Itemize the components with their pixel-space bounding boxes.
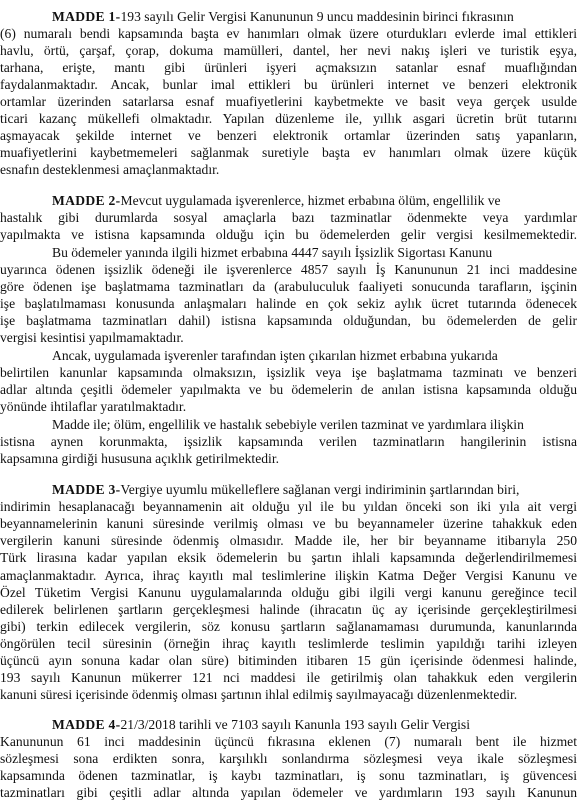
article-2-line-14: Madde ile; ölüm, engellilik ve hastalık sebebiyle verilen tazminat ve yardımlara ilişkin [52, 417, 524, 432]
article-4-line-3: sözleşmesi sona erdikten sonra, karşılıklı sonlandırma sözleşmesi veya ikale sözleşmesi [0, 751, 577, 766]
article-2-line-6: göre ödenen işe başlatmama tazminatları da (arabuluculuk faaliyeti sonucunda tarafların, işçinin [0, 279, 577, 294]
article-2-line-5: uyarınca ödenen işsizlik ödeneği ile işverenlerce 4857 sayılı İş Kanununun 21 inci maddesine [0, 262, 577, 277]
article-2-line-15: istisna aynen korunmakta, işsizlik kapsamında verilen tazminatların hangilerinin istisna [0, 434, 577, 449]
article-3-line-7: Özel Tüketim Vergisi Kanunu uygulamalarında olduğu gibi ilgili vergi kanunu gereğince tecil [0, 585, 577, 600]
article-1-line-4: tarhana, erişte, mantı gibi ürünleri işyeri açmaksızın satanlar esnaf muaflığından [0, 60, 577, 75]
article-1-line-10: esnafın desteklenmesi amaçlanmaktadır. [0, 162, 220, 177]
article-2-line-13: yönünde ihtilaflar yaratılmaktadır. [0, 399, 187, 414]
article-2-line-16: kapsamına girdiği hususuna açıklık getirilmektedir. [0, 451, 279, 466]
article-2-line-10: Ancak, uygulamada işverenler tarafından işten çıkarılan hizmet erbabına yukarıda [52, 348, 498, 363]
article-3-line-11: üçüncü ayın sonuna kadar olan süre) bitiminden itibaren 15 gün içerisinde ödenmesi halinde, [0, 653, 577, 668]
article-2-line-4: Bu ödemeler yanında ilgili hizmet erbabına 4447 sayılı İşsizlik Sigortası Kanunu [52, 245, 493, 260]
article-2-line-7: işe başlatılmaması konusunda anlaşmaları halinde en çok sekiz aylık ücret tutarında ödenecek [0, 296, 577, 311]
article-1-line-6: ortamlar üzerinden satarlarsa esnaf muafiyetlerini kaybetmekte ve basit veya gerçek usulde [0, 94, 577, 109]
article-3-line-1 [0, 481, 577, 498]
article-3-line-3: beyannamelerinin kanuni süresinde verilmiş olması ve bu beyannameler üzerine tahakkuk eden [0, 516, 577, 531]
article-4-line-2: Kanununun 61 inci maddesinin üçüncü fıkrasına eklenen (7) numaralı bent ile hizmet [0, 734, 577, 749]
article-3-line-13: kanuni süresi içerisinde ödenmiş olması şartının ihlal edilmiş sayılmayacağı düzenlenmektedir. [0, 687, 518, 702]
article-1-text: 193 sayılı Gelir Vergisi Kanununun 9 uncu maddesinin birinci fıkrasının [120, 9, 514, 24]
article-3-line-2: indirimin hesaplanacağı beyannamenin ait olduğu yıl ile bu yıldan önceki son iki yıla ait vergi [0, 499, 577, 514]
article-2-line-9: vergisi kesintisi yapılmamaktadır. [0, 330, 184, 345]
article-1-line-7: ticari kazanç mükellefi olmaktadır. Yapılan düzenleme ile, yıllık asgari ücretin brüt tutarını [0, 111, 577, 126]
article-2-line-1 [0, 192, 577, 209]
article-3-line-4: vergilerin kanuni süresinde ödenmiş olmasıdır. Madde ile, her bir beyanname itibarıyla 250 [0, 533, 577, 548]
article-2-heading: MADDE 2- [52, 193, 121, 208]
article-1-line-9: muafiyetlerini kaybetmemeleri sağlanmak suretiyle başta ev hanımları olmak üzere küçük [0, 145, 577, 160]
article-1-line-8: aşmayacak şekilde internet ve benzeri elektronik ortamlar üzerinden satış yapanların, [0, 128, 577, 143]
article-4-line-1 [0, 716, 577, 733]
article-3-line-8: edilerek belirlenen şartların gerçekleşmesi halinde (ihracatın üç ay içerisinde gerçekleştirilmesi [0, 602, 577, 617]
article-1-line-5: faydalanmaktadır. Ancak, bunlar imal ettikleri bu ürünleri internet ve benzeri elektronik [0, 77, 577, 92]
article-3-line-6: amaçlanmaktadır. Ayrıca, ihraç kayıtlı mal teslimlerine ilişkin Katma Değer Vergisi Kanunu ve [0, 568, 577, 583]
article-2-line-12: adlar altında çeşitli ödemeler yapılmakta ve bu ödemelerin de anılan istisna kapsamında olduğu [0, 382, 577, 397]
article-4-heading: MADDE 4- [52, 717, 121, 732]
article-1-heading: MADDE 1- [52, 9, 121, 24]
article-4-line-4: kapsamında ödenen tazminatlar, iş kaybı tazminatları, iş sonu tazminatları, iş güvencesi [0, 768, 577, 783]
article-3-text: Vergiye uyumlu mükelleflere sağlanan vergi indiriminin şartlarından biri, [120, 482, 520, 497]
article-2-line-11: belirtilen kanunlar kapsamında olmaksızın, işsizlik veya işe başlatmama tazminatı ve benzeri [0, 365, 577, 380]
article-2-line-3: yapılmakta ve istisna kapsamında olduğu için bu ödemelerden gelir vergisi kesilmemektedir. [0, 227, 577, 242]
article-3-line-10: öngörülen tecil süresinin (örneğin ihraç kayıtlı teslimlerde teslimin yapıldığı tarihi izleyen [0, 636, 577, 651]
article-3-line-5: Türk lirasına kadar yapılan eksik ödemelerin bu şartın ihlali kapsamında değerlendirilmemesi [0, 550, 577, 565]
article-3-heading: MADDE 3- [52, 482, 121, 497]
article-4-text: 21/3/2018 tarihli ve 7103 sayılı Kanunla 193 sayılı Gelir Vergisi [120, 717, 470, 732]
article-2-line-2: hastalık gibi durumlarda sosyal amaçlarla bazı tazminatlar ödenmekte veya yardımlar [0, 210, 577, 225]
article-1-line-2: (6) numaralı bendi kapsamında başta ev hanımları olmak üzere oturdukları evlerde imal ettikleri [0, 26, 577, 41]
article-4-line-5: tazminatları gibi çeşitli adlar altında yapılan ödemeler ve yardımların 193 sayılı Kanunun [0, 785, 577, 800]
article-3-line-9: gibi) terkin edilecek vergilerin, söz konusu şartların sağlanamaması durumunda, kanunlarında [0, 619, 577, 634]
article-2-line-8: işe başlatmama tazminatları dahil) istisna kapsamında olduğundan, bu ödemelerden de gelir [0, 313, 577, 328]
article-1-line-1 [0, 8, 577, 25]
article-3-line-12: 193 sayılı Kanunun mükerrer 121 nci maddesi ile getirilmiş olan tahakkuk eden vergilerin [0, 670, 577, 685]
article-1-line-3: havlu, örtü, çarşaf, çorap, dokuma mamülleri, dantel, her nevi nakış işleri ve turistik eşya, [0, 43, 577, 58]
article-2-text: Mevcut uygulamada işverenlerce, hizmet erbabına ölüm, engellilik ve [120, 193, 501, 208]
